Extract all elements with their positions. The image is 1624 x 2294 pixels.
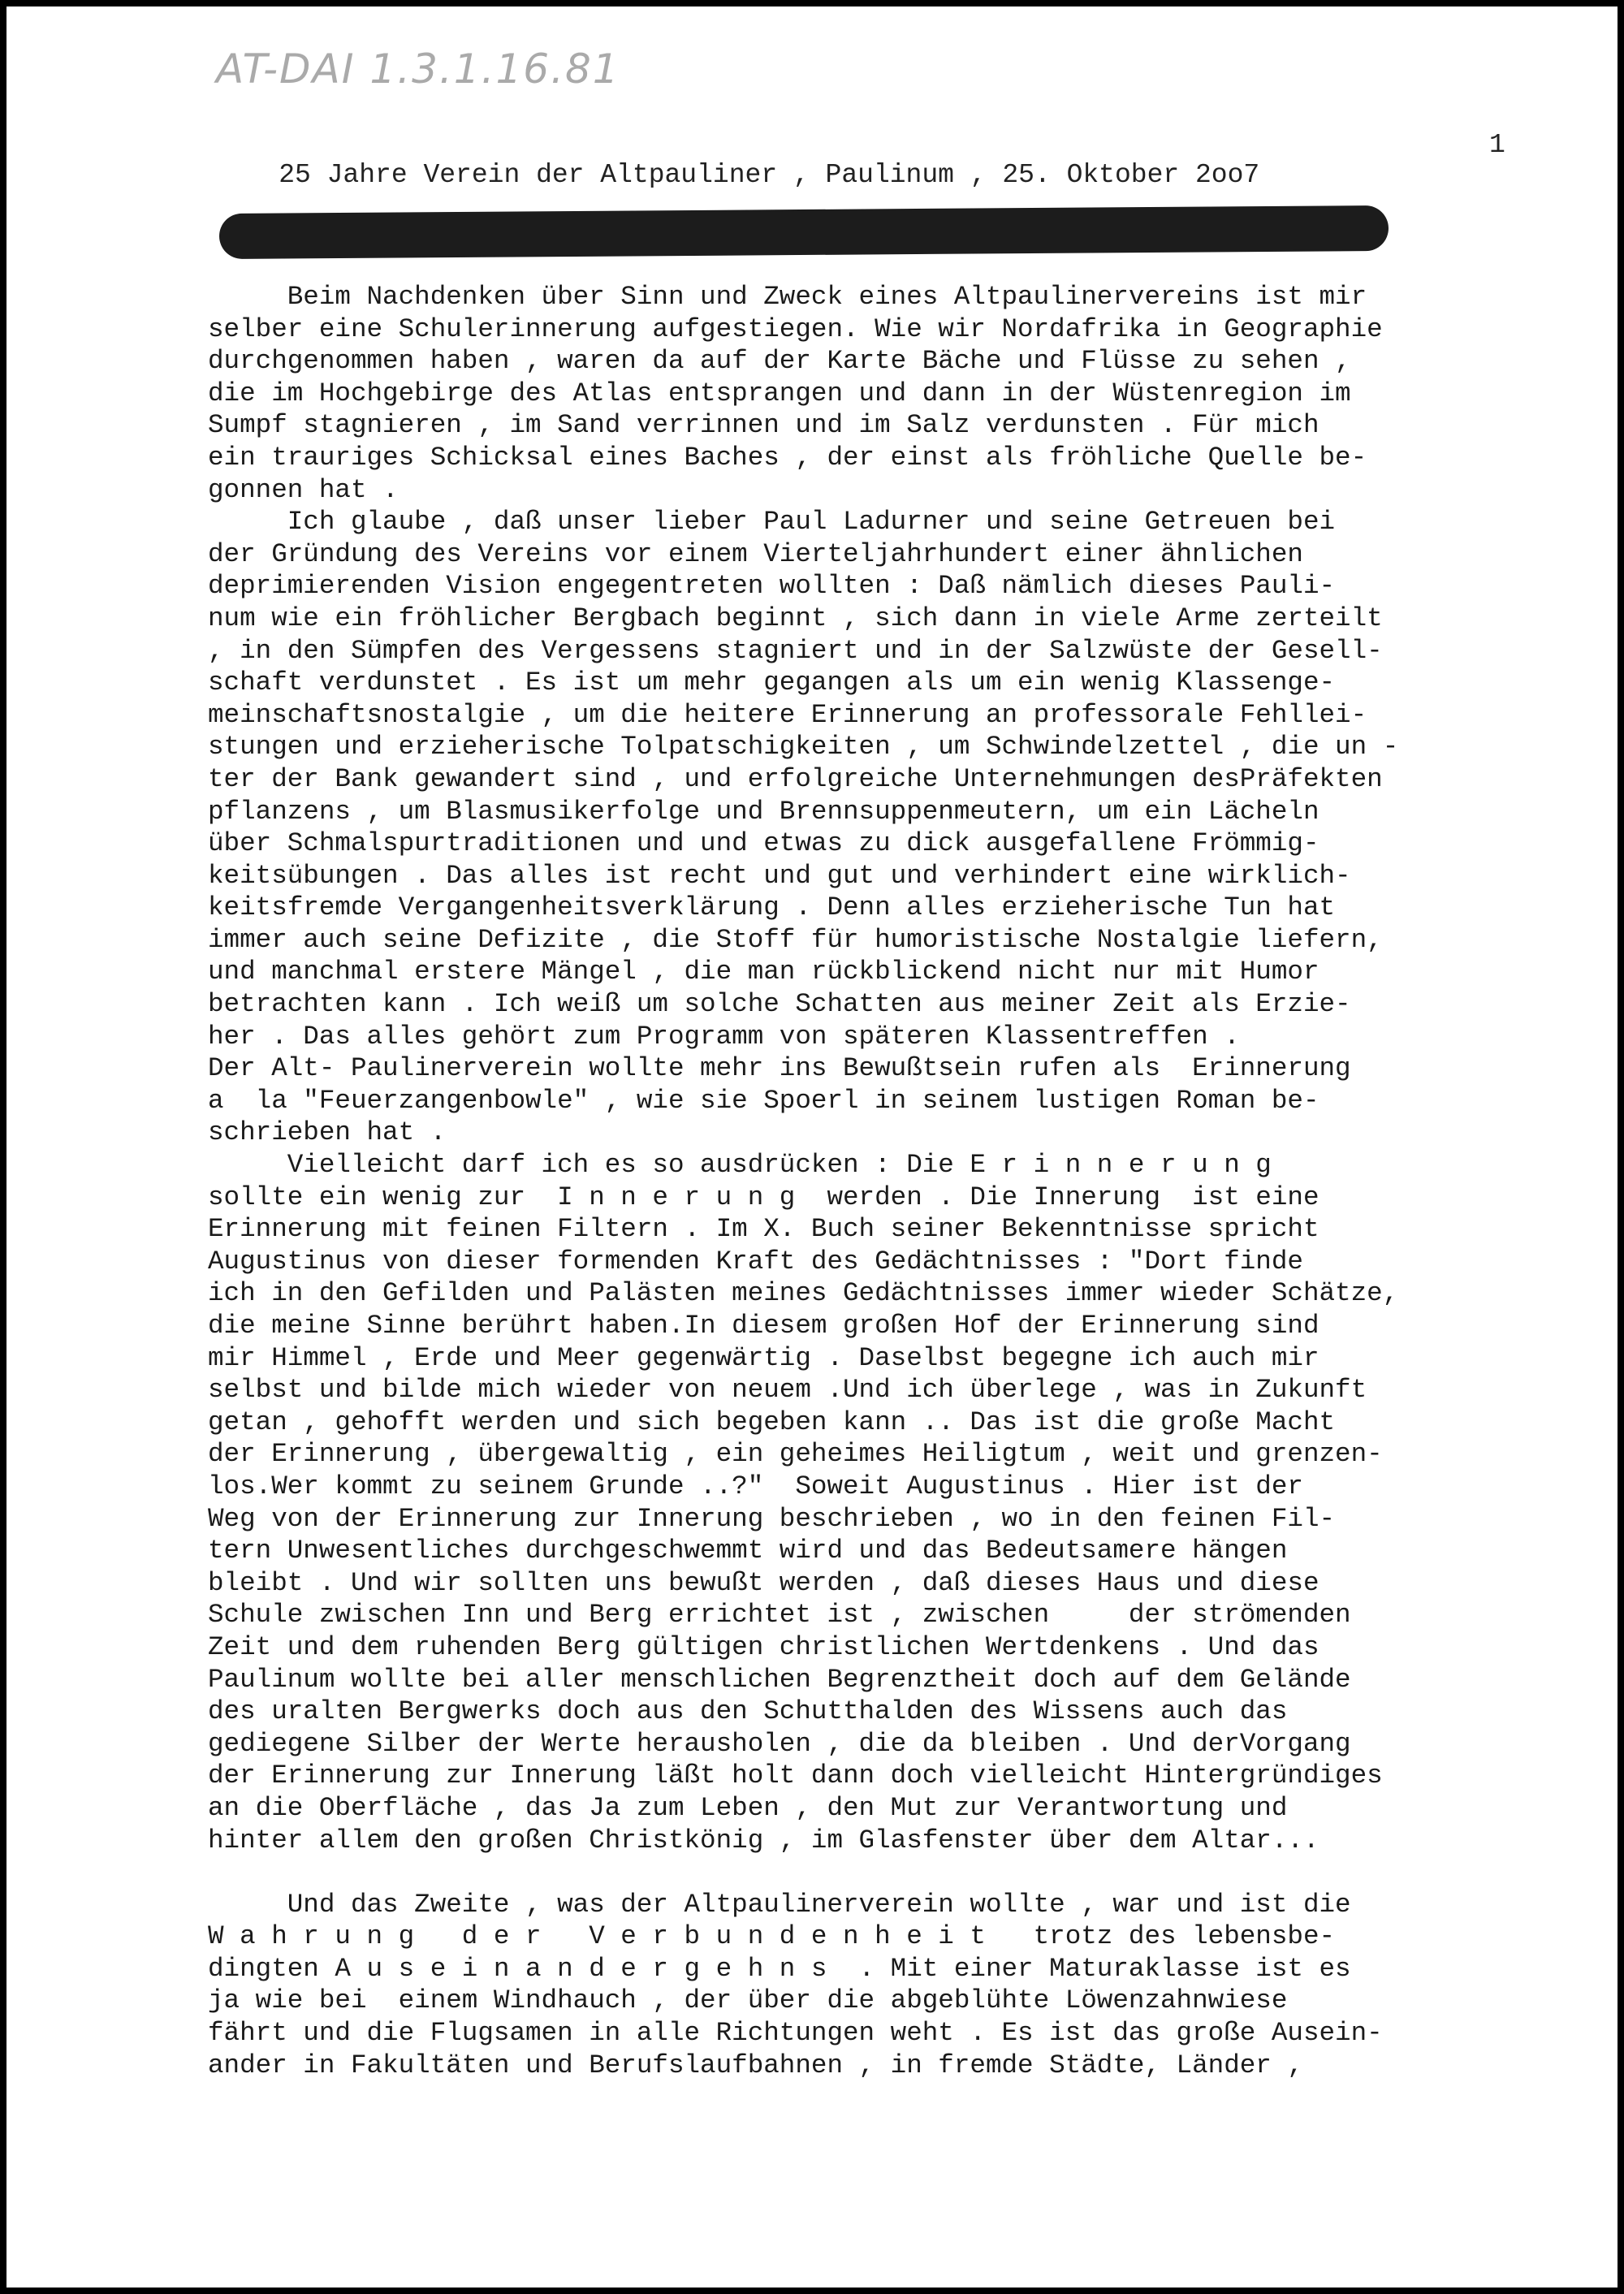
text-line: Sumpf stagnieren , im Sand verrinnen und im Salz verdunsten . Für mich (208, 410, 1320, 441)
text-line: schrieben hat . (208, 1117, 447, 1148)
text-line: betrachten kann . Ich weiß um solche Schatten aus meiner Zeit als Erzie- (208, 989, 1351, 1020)
text-line: keitsübungen . Das alles ist recht und gut und verhindert eine wirklich- (208, 860, 1351, 891)
text-line (208, 1856, 1618, 1889)
text-line: num wie ein fröhlicher Bergbach beginnt , sich dann in viele Arme zerteilt (208, 603, 1383, 633)
text-line: immer auch seine Defizite , die Stoff für humoristische Nostalgie liefern, (208, 924, 1383, 955)
document-page (6, 6, 1618, 2288)
text-line: stungen und erzieherische Tolpatschigkeiten , um Schwindelzettel , die un - (208, 732, 1399, 763)
document-body (208, 281, 1618, 2081)
text-line: ja wie bei einem Windhauch , der über die abgeblühte Löwenzahnwiese (208, 1985, 1288, 2016)
text-line: Vielleicht darf ich es so ausdrücken : Die E r i n n e r u n g (208, 1150, 1272, 1181)
text-line: Ich glaube , daß unser lieber Paul Ladurner und seine Getreuen bei (208, 507, 1336, 538)
text-line: keitsfremde Vergangenheitsverklärung . Denn alles erzieherische Tun hat (208, 892, 1336, 923)
text-line: Und das Zweite , was der Altpaulinerverein wollte , war und ist die (208, 1889, 1351, 1920)
text-line: gonnen hat . (208, 474, 399, 505)
text-line: schaft verdunstet . Es ist um mehr gegangen als um ein wenig Klassenge- (208, 667, 1336, 698)
text-line: des uralten Bergwerks doch aus den Schutthalden des Wissens auch das (208, 1696, 1288, 1727)
text-line: selbst und bilde mich wieder von neuem .Und ich überlege , was in Zukunft (208, 1375, 1367, 1406)
text-line: fährt und die Flugsamen in alle Richtungen weht . Es ist das große Ausein- (208, 2018, 1383, 2049)
text-line: über Schmalspurtraditionen und und etwas zu dick ausgefallene Frömmig- (208, 828, 1320, 859)
archive-signature: AT-DAI 1.3.1.16.81 (216, 45, 620, 93)
text-line: Schule zwischen Inn und Berg errichtet ist , zwischen der strömenden (208, 1600, 1351, 1631)
text-line: bleibt . Und wir sollten uns bewußt werden , daß dieses Haus und diese (208, 1567, 1320, 1598)
text-line: ein trauriges Schicksal eines Baches , der einst als fröhliche Quelle be- (208, 442, 1367, 473)
text-line: sollte ein wenig zur I n n e r u n g werden . Die Innerung ist eine (208, 1182, 1320, 1212)
text-line: tern Unwesentliches durchgeschwemmt wird und das Bedeutsamere hängen (208, 1536, 1288, 1566)
text-line: durchgenommen haben , waren da auf der Karte Bäche und Flüsse zu sehen , (208, 346, 1351, 377)
text-line: ander in Fakultäten und Berufslaufbahnen , in fremde Städte, Länder , (208, 2050, 1303, 2080)
redaction-bar (219, 205, 1389, 259)
text-line: die im Hochgebirge des Atlas entsprangen und dann in der Wüstenregion im (208, 378, 1351, 408)
text-line: der Erinnerung , übergewaltig , ein geheimes Heiligtum , weit und grenzen- (208, 1439, 1383, 1470)
text-line: die meine Sinne berührt haben.In diesem großen Hof der Erinnerung sind (208, 1311, 1320, 1341)
text-line: ter der Bank gewandert sind , und erfolgreiche Unternehmungen desPräfekten (208, 763, 1383, 794)
text-line: Augustinus von dieser formenden Kraft des Gedächtnisses : "Dort finde (208, 1246, 1303, 1277)
text-line: Beim Nachdenken über Sinn und Zweck eines Altpaulinervereins ist mir (208, 282, 1367, 312)
text-line: , in den Sümpfen des Vergessens stagniert und in der Salzwüste der Gesell- (208, 635, 1383, 666)
text-line: selber eine Schulerinnerung aufgestiegen. Wie wir Nordafrika in Geographie (208, 313, 1383, 344)
text-line: und manchmal erstere Mängel , die man rückblickend nicht nur mit Humor (208, 957, 1320, 987)
text-line: meinschaftsnostalgie , um die heitere Erinnerung an professorale Fehllei- (208, 699, 1367, 730)
text-line: Zeit und dem ruhenden Berg gültigen christlichen Wertdenkens . Und das (208, 1631, 1320, 1662)
text-line: her . Das alles gehört zum Programm von späteren Klassentreffen . (208, 1021, 1240, 1052)
text-line: mir Himmel , Erde und Meer gegenwärtig . Daselbst begegne ich auch mir (208, 1342, 1320, 1373)
text-line: an die Oberfläche , das Ja zum Leben , den Mut zur Verantwortung und (208, 1792, 1288, 1823)
text-line: dingten A u s e i n a n d e r g e h n s . Mit einer Maturaklasse ist es (208, 1953, 1351, 1984)
text-line: ich in den Gefilden und Palästen meines Gedächtnisses immer wieder Schätze, (208, 1278, 1399, 1309)
text-line: W a h r u n g d e r V e r b u n d e n h e i t trotz des lebensbe- (208, 1921, 1336, 1952)
text-line: gediegene Silber der Werte herausholen , die da bleiben . Und derVorgang (208, 1728, 1351, 1759)
text-line: der Erinnerung zur Innerung läßt holt dann doch vielleicht Hintergründiges (208, 1760, 1383, 1791)
text-line: los.Wer kommt zu seinem Grunde ..?" Soweit Augustinus . Hier ist der (208, 1471, 1303, 1501)
header-title: 25 Jahre Verein der Altpauliner , Paulinum , 25. Oktober 2oo7 (279, 160, 1260, 190)
text-line: Weg von der Erinnerung zur Innerung beschrieben , wo in den feinen Fil- (208, 1503, 1336, 1534)
text-line: a la "Feuerzangenbowle" , wie sie Spoerl in seinem lustigen Roman be- (208, 1085, 1320, 1116)
text-line: der Gründung des Vereins vor einem Vierteljahrhundert einer ähnlichen (208, 538, 1303, 569)
text-line: getan , gehofft werden und sich begeben kann .. Das ist die große Macht (208, 1406, 1336, 1437)
text-line: hinter allem den großen Christkönig , im Glasfenster über dem Altar... (208, 1825, 1320, 1856)
page-number: 1 (1489, 130, 1505, 160)
text-line: deprimierenden Vision engegentreten wollten : Daß nämlich dieses Pauli- (208, 571, 1336, 602)
text-line: Erinnerung mit feinen Filtern . Im X. Buch seiner Bekenntnisse spricht (208, 1214, 1320, 1245)
text-line: pflanzens , um Blasmusikerfolge und Brennsuppenmeutern, um ein Lächeln (208, 796, 1320, 827)
text-line: Paulinum wollte bei aller menschlichen Begrenztheit doch auf dem Gelände (208, 1664, 1351, 1695)
text-line: Der Alt- Paulinerverein wollte mehr ins Bewußtsein rufen als Erinnerung (208, 1053, 1351, 1084)
